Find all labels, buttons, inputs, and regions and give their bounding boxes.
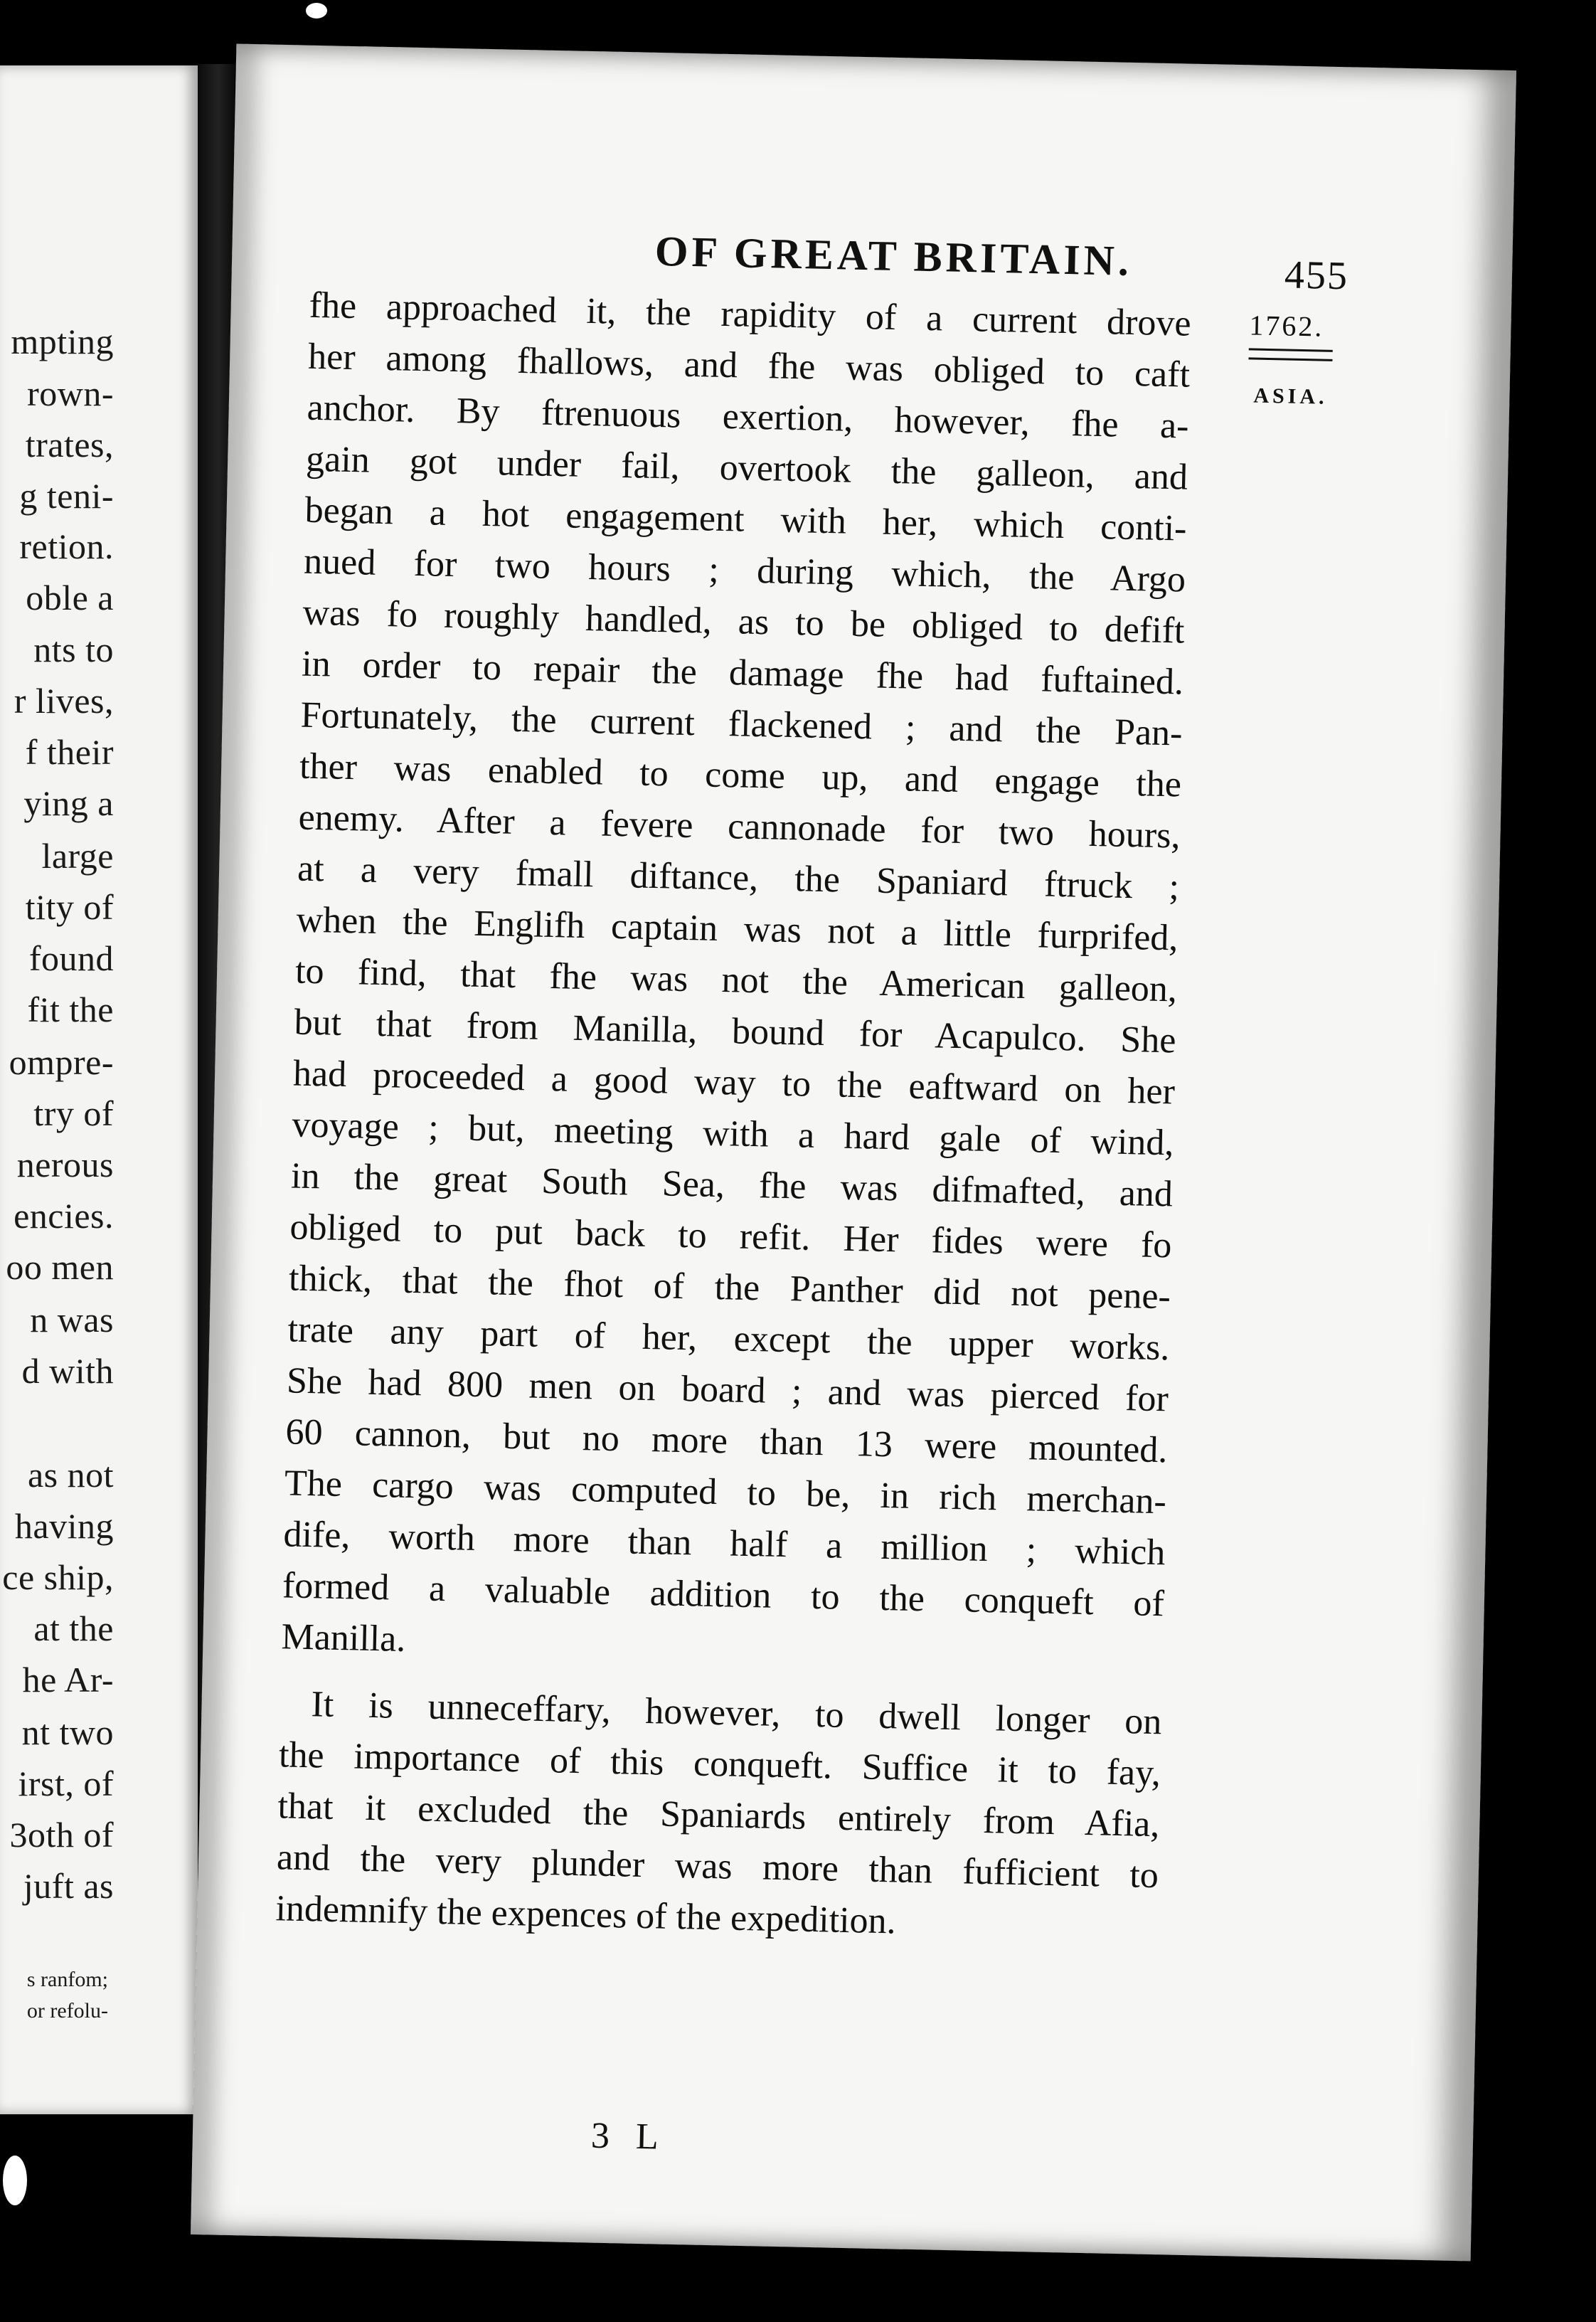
facing-page-line: irst, of — [18, 1764, 114, 1803]
text-line: thick, that the fhot of the Panther did not pene- — [288, 1258, 1171, 1318]
margin-double-rule — [1248, 348, 1332, 361]
text-line: in order to repair the damage fhe had fuftained. — [301, 643, 1184, 703]
facing-page-line: trates, — [25, 425, 114, 465]
facing-page-line: rown- — [27, 373, 114, 413]
text-line: 60 cannon, but no more than 13 were mounted. — [285, 1411, 1168, 1471]
text-line: her among fhallows, and fhe was obliged to caft — [307, 336, 1191, 396]
facing-page-line: nt two — [21, 1712, 114, 1752]
text-line: It is unneceffary, however, to dwell longer on — [310, 1684, 1162, 1743]
facing-page-line: nts to — [33, 630, 114, 669]
running-head: OF GREAT BRITAIN. — [654, 227, 1133, 285]
facing-page-line: fit the — [27, 990, 114, 1029]
facing-page-line: n was — [30, 1300, 114, 1340]
facing-page-line: retion. — [19, 526, 114, 566]
page-number: 455 — [1284, 253, 1349, 299]
text-line: was fo roughly handled, as to be obliged to defift — [302, 592, 1186, 652]
text-line: the importance of this conqueft. Suffice it to fay, — [278, 1734, 1161, 1794]
text-line: The cargo was computed to be, in rich merchan- — [284, 1463, 1167, 1522]
text-line: anchor. By ftrenuous exertion, however, fhe a- — [307, 387, 1190, 447]
facing-page-line: encies. — [14, 1196, 114, 1236]
margin-year: 1762. — [1249, 309, 1324, 343]
text-line: when the Englifh captain was not a little furprifed, — [296, 899, 1179, 959]
text-line: Fortunately, the current flackened ; and the Pan- — [300, 694, 1183, 754]
facing-page-line: oble a — [26, 578, 114, 617]
facing-page-line: ompre- — [9, 1042, 114, 1082]
text-line: Manilla. — [280, 1616, 406, 1660]
facing-page-line: he Ar- — [22, 1660, 114, 1700]
facing-page-line: found — [28, 938, 114, 978]
text-line: obliged to put back to refit. Her fides were fo — [289, 1207, 1172, 1266]
facing-page-line: ying a — [23, 783, 114, 823]
facing-page-line: 3oth of — [9, 1815, 114, 1855]
facing-page-footnote-line: s ranfom; — [26, 1968, 108, 1991]
facing-page-line: r lives, — [14, 681, 114, 721]
facing-page-footnote-line: or refolu- — [26, 1999, 108, 2023]
facing-page-line: having — [14, 1506, 114, 1546]
text-line: nued for two hours ; during which, the Argo — [303, 541, 1186, 600]
facing-page-line: ce ship, — [2, 1557, 114, 1597]
facing-page-line: mpting — [11, 322, 114, 361]
text-line: began a hot engagement with her, which conti- — [304, 489, 1188, 549]
facing-page-text — [0, 65, 198, 2114]
text-line: fhe approached it, the rapidity of a current drove — [309, 285, 1192, 344]
text-line: formed a valuable addition to the conqueft of — [282, 1565, 1165, 1625]
text-line: dife, worth more than half a million ; which — [282, 1514, 1166, 1574]
facing-page-line: tity of — [25, 887, 114, 927]
margin-region: ASIA. — [1253, 383, 1328, 409]
text-line: enemy. After a fevere cannonade for two hours, — [298, 797, 1181, 857]
text-line: trate any part of her, except the upper works. — [287, 1309, 1170, 1369]
scan-blemish — [3, 2156, 27, 2205]
text-line: and the very plunder was more than fufficient to — [276, 1837, 1159, 1897]
paragraph-1 — [281, 280, 1191, 1682]
facing-page-line: at the — [33, 1608, 114, 1648]
printer-signature-mark: 3 L — [590, 2115, 668, 2158]
text-line: She had 800 men on board ; and was pierced for — [286, 1360, 1169, 1420]
text-line: that it excluded the Spaniards entirely from Afia, — [277, 1786, 1160, 1845]
text-line: to find, that fhe was not the American galleon, — [294, 950, 1178, 1010]
scan-blemish — [306, 3, 327, 18]
facing-page-line: juft as — [23, 1866, 114, 1906]
facing-page-line: as not — [27, 1455, 114, 1495]
facing-page-line: d with — [21, 1351, 114, 1391]
text-line: at a very fmall diftance, the Spaniard ftruck ; — [297, 848, 1180, 908]
paragraph-2 — [275, 1678, 1162, 1953]
facing-page-line: g teni- — [19, 476, 114, 516]
text-line: voyage ; but, meeting with a hard gale of wind, — [292, 1104, 1174, 1164]
text-line: but that from Manilla, bound for Acapulco. She — [294, 1002, 1176, 1061]
body-text — [275, 280, 1191, 1953]
text-line: indemnify the expences of the expedition. — [275, 1888, 897, 1942]
text-line: ther was enabled to come up, and engage the — [299, 746, 1182, 805]
facing-page-line: f their — [25, 732, 114, 772]
text-line: in the great South Sea, fhe was difmafted, and — [290, 1155, 1174, 1215]
text-line: gain got under fail, overtook the galleon, and — [305, 438, 1188, 498]
facing-page-left — [0, 65, 198, 2114]
text-line: had proceeded a good way to the eaftward on her — [292, 1053, 1176, 1113]
facing-page-line: try of — [33, 1093, 114, 1133]
facing-page-line: oo men — [6, 1247, 114, 1287]
page-right — [191, 43, 1516, 2261]
facing-page-line: large — [41, 836, 114, 876]
facing-page-line: nerous — [16, 1145, 114, 1184]
